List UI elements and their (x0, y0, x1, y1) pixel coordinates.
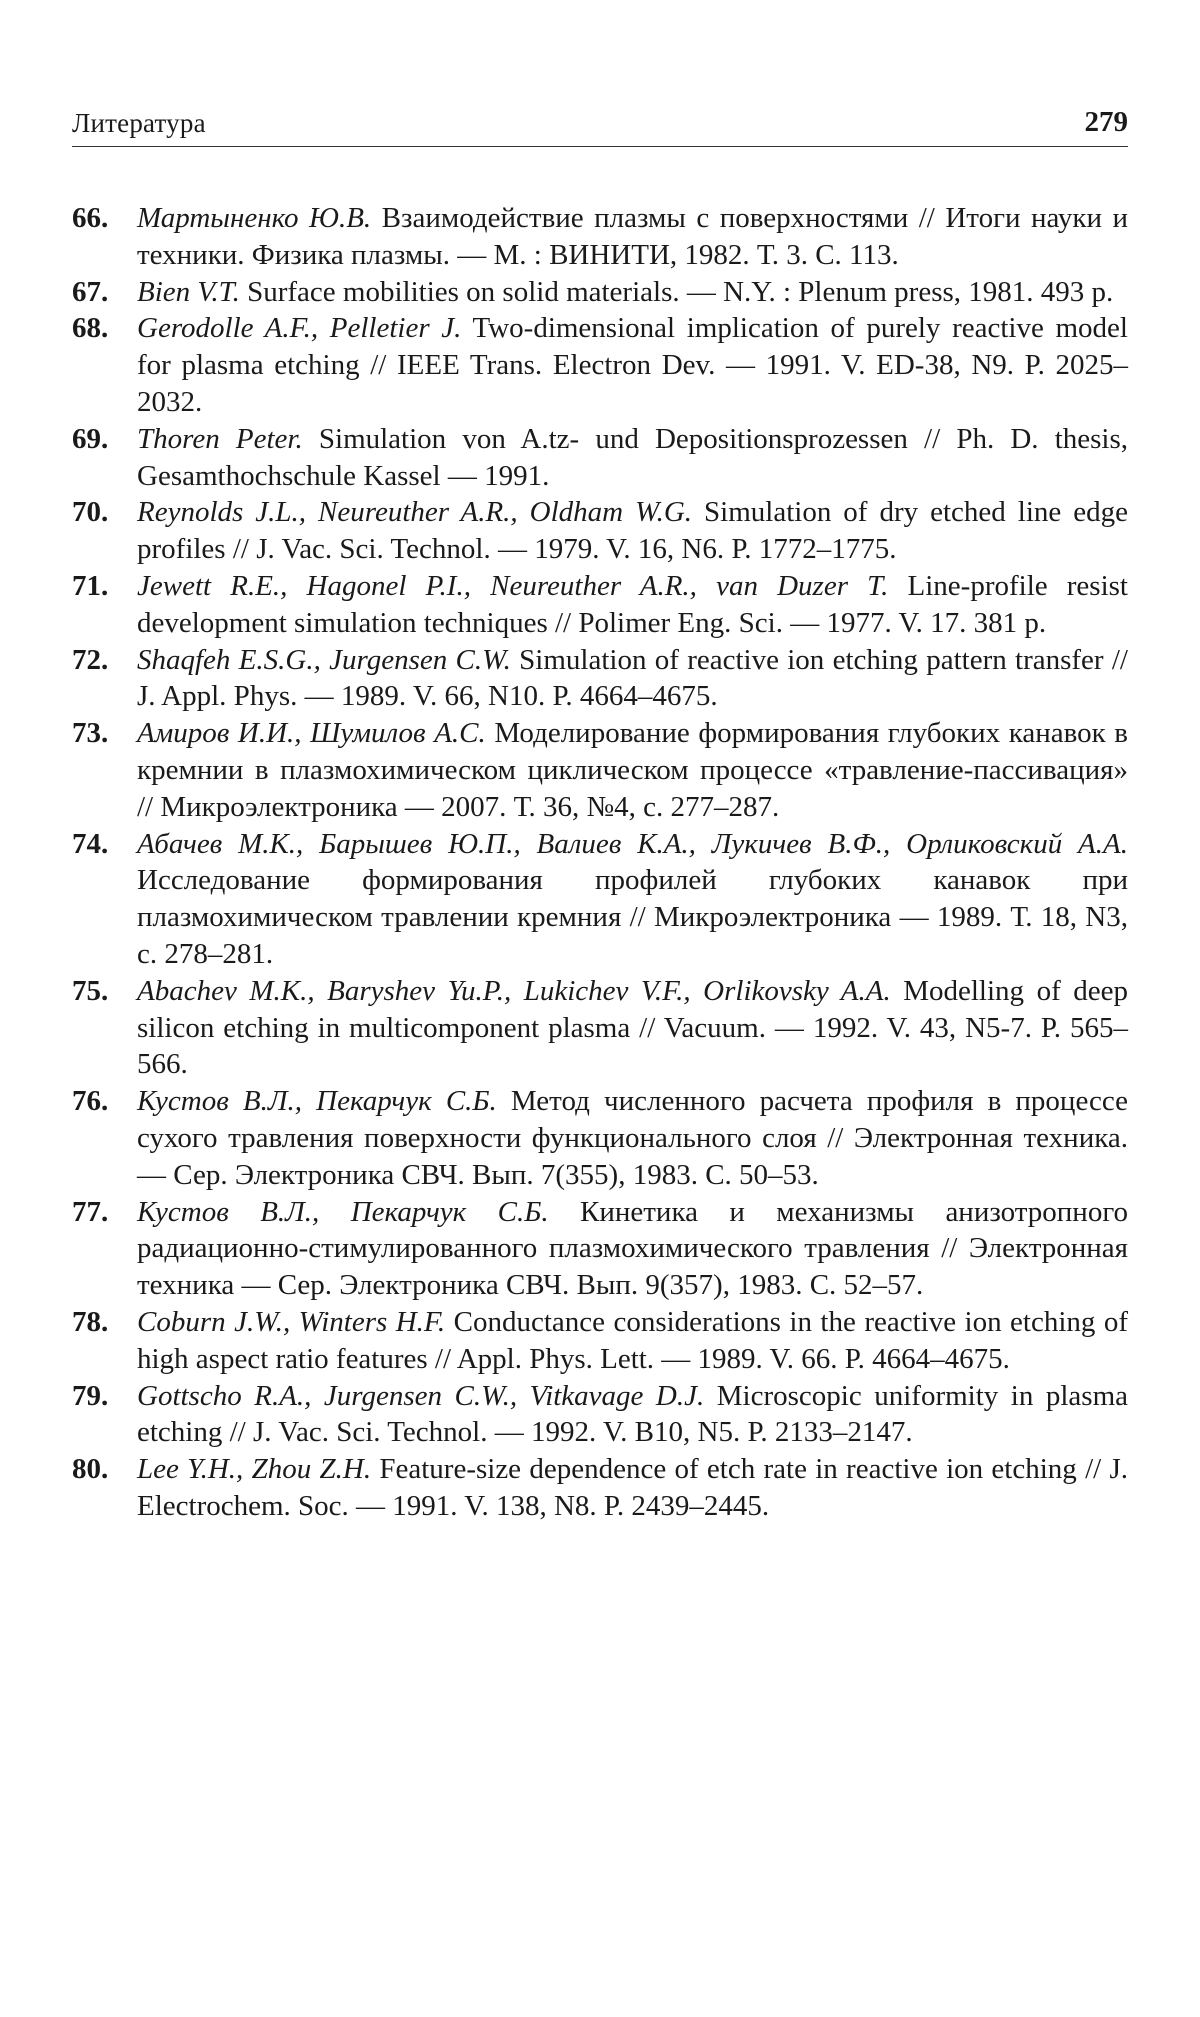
reference-text: Modelling of deep silicon etching in multicomponent plasma // Vacuum. — 1992. V. 43, N5-7. P. 565–566. (137, 974, 1128, 1081)
reference-number: 76. (72, 1085, 109, 1118)
reference-number: 67. (72, 275, 109, 308)
reference-number: 72. (72, 643, 109, 676)
reference-text: Conductance considerations in the reactive ion etching of high aspect ratio features // Appl. Phys. Lett. — 1989. V. 66. P. 4664–4675. (137, 1305, 1129, 1375)
reference-number: 77. (72, 1195, 109, 1228)
reference-number: 66. (72, 202, 109, 234)
reference-item (72, 568, 1128, 642)
reference-authors: Кустов В.Л., Пекарчук С.Б. (137, 1085, 497, 1118)
reference-item (72, 494, 1128, 568)
reference-authors: Gottscho R.A., Jurgensen C.W., Vitkavage D.J. (137, 1379, 705, 1412)
reference-number: 79. (72, 1379, 109, 1412)
reference-list (72, 200, 1128, 1525)
reference-authors: Кустов В.Л., Пекарчук С.Б. (137, 1195, 549, 1228)
reference-item (72, 1083, 1128, 1193)
running-title: Литература (72, 108, 206, 138)
reference-number: 68. (72, 312, 109, 345)
reference-number: 75. (72, 974, 109, 1007)
reference-item (72, 1194, 1128, 1304)
reference-number: 78. (72, 1305, 109, 1338)
reference-text: Кинетика и механизмы анизотропного радиационно-стимулированного плазмохимического травления // Электронная техника — Сер. Электроника СВЧ. Вып. 9(357), 1983. С. 52–57. (137, 1195, 1128, 1302)
reference-text: Исследование формирования профилей глубоких канавок при плазмохимическом травлении кремния // Микроэлектроника — 1989. Т. 18, N3, с. 278–281. (137, 864, 1128, 970)
running-head (72, 100, 1128, 147)
reference-item (72, 274, 1128, 311)
reference-text: Метод численного расчета профиля в процессе сухого травления поверхности функционального слоя // Электронная техника. — Сер. Электроника СВЧ. Вып. 7(355), 1983. С. 50–53. (137, 1085, 1129, 1191)
reference-text: Simulation von A.tz- und Depositionsprozessen // Ph. D. thesis, Gesamthochschule Kassel — 1991. (137, 422, 1129, 492)
reference-text: Microscopic uniformity in plasma etching // J. Vac. Sci. Technol. — 1992. V. B10, N5. P. 2133–2147. (137, 1379, 1128, 1449)
reference-authors: Thoren Peter. (137, 422, 303, 455)
reference-authors: Bien V.T. (137, 275, 240, 308)
reference-authors: Shaqfeh E.S.G., Jurgensen C.W. (137, 643, 511, 676)
reference-text: Simulation of reactive ion etching pattern transfer // J. Appl. Phys. — 1989. V. 66, N10. P. 4664–4675. (137, 643, 1128, 713)
reference-item (72, 200, 1128, 274)
reference-number: 73. (72, 717, 109, 750)
reference-authors: Мартыненко Ю.В. (137, 202, 372, 234)
reference-authors: Reynolds J.L., Neureuther A.R., Oldham W.G. (137, 496, 693, 529)
reference-authors: Coburn J.W., Winters H.F. (137, 1305, 446, 1338)
reference-text: Simulation of dry etched line edge profiles // J. Vac. Sci. Technol. — 1979. V. 16, N6. P. 1772–1775. (137, 496, 1128, 566)
reference-text: Взаимодействие плазмы с поверхностями // Итоги науки и техники. Физика плазмы. — М. : ВИНИТИ, 1982. Т. 3. С. 113. (137, 202, 1128, 271)
reference-number: 71. (72, 569, 109, 602)
reference-text: Feature-size dependence of etch rate in reactive ion etching // J. Electrochem. Soc. — 1991. V. 138, N8. P. 2439–2445. (137, 1453, 1129, 1522)
reference-authors: Gerodolle A.F., Pelletier J. (137, 312, 462, 345)
reference-authors: Jewett R.E., Hagonel P.I., Neureuther A.R., van Duzer T. (137, 569, 889, 602)
reference-number: 70. (72, 496, 109, 529)
reference-text: Line-profile resist development simulation techniques // Polimer Eng. Sci. — 1977. V. 17. 381 p. (137, 569, 1128, 639)
reference-authors: Lee Y.H., Zhou Z.H. (137, 1453, 372, 1486)
reference-text: Two-dimensional implication of purely reactive model for plasma etching // IEEE Trans. Electron Dev. — 1991. V. ED-38, N9. P. 2025–2032. (137, 312, 1128, 418)
reference-text: Моделирование формирования глубоких канавок в кремнии в плазмохимическом циклическом процессе «травление-пассивация» // Микроэлектроника — 2007. Т. 36, №4, с. 277–287. (137, 717, 1128, 823)
reference-authors: Abachev M.K., Baryshev Yu.P., Lukichev V.F., Orlikovsky A.A. (137, 974, 891, 1007)
reference-authors: Амиров И.И., Шумилов А.С. (137, 717, 486, 750)
reference-item (72, 1378, 1128, 1452)
reference-item (72, 1304, 1128, 1378)
page-number: 279 (1084, 106, 1128, 138)
reference-number: 69. (72, 422, 109, 455)
reference-number: 74. (72, 827, 109, 860)
reference-item (72, 715, 1128, 825)
reference-item (72, 973, 1128, 1083)
reference-item (72, 421, 1128, 495)
reference-item (72, 310, 1128, 420)
reference-item (72, 826, 1128, 973)
reference-number: 80. (72, 1453, 109, 1486)
reference-text: Surface mobilities on solid materials. — N.Y. : Plenum press, 1981. 493 p. (239, 275, 1114, 308)
reference-item (72, 642, 1128, 716)
reference-item (72, 1451, 1128, 1525)
reference-authors: Абачев М.К., Барышев Ю.П., Валиев К.А., Лукичев В.Ф., Орликовский А.А. (137, 827, 1128, 860)
